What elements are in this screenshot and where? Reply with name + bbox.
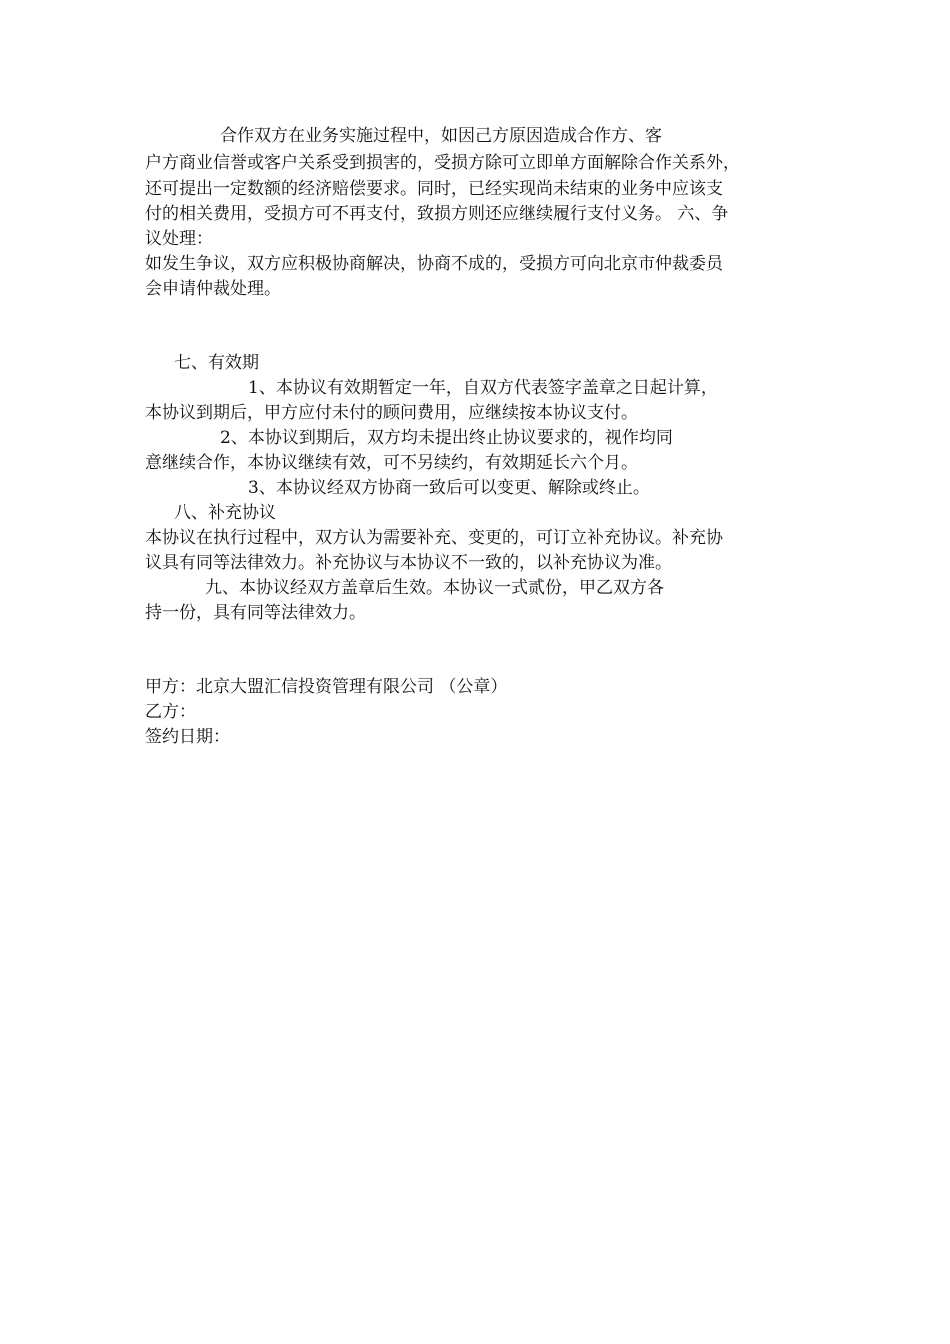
- paragraph-line: 会申请仲裁处理。: [145, 279, 281, 299]
- clause-line: 意继续合作，本协议继续有效，可不另续约，有效期延长六个月。: [145, 453, 638, 473]
- party-a-signature-line: 甲方：北京大盟汇信投资管理有限公司 （公章）: [145, 677, 508, 697]
- clause-line: 本协议到期后，甲方应付未付的顾问费用，应继续按本协议支付。: [145, 403, 638, 423]
- paragraph-line: 合作双方在业务实施过程中，如因己方原因造成合作方、客: [220, 126, 662, 146]
- clause-line: 2、本协议到期后，双方均未提出终止协议要求的，视作均同: [220, 428, 673, 448]
- party-b-signature-line: 乙方：: [145, 702, 196, 722]
- clause-line: 3、本协议经双方协商一致后可以变更、解除或终止。: [248, 478, 650, 498]
- paragraph-line: 九、本协议经双方盖章后生效。本协议一式贰份，甲乙双方各: [205, 578, 664, 598]
- section-heading: 八、补充协议: [174, 503, 276, 523]
- paragraph-line: 本协议在执行过程中，双方认为需要补充、变更的，可订立补充协议。补充协: [145, 528, 723, 548]
- paragraph-line: 议处理：: [145, 229, 213, 249]
- paragraph-line: 付的相关费用，受损方可不再支付，致损方则还应继续履行支付义务。 六、争: [145, 204, 729, 224]
- paragraph-line: 还可提出一定数额的经济赔偿要求。同时，已经实现尚未结束的业务中应该支: [145, 179, 723, 199]
- signing-date-line: 签约日期：: [145, 727, 230, 747]
- paragraph-line: 持一份，具有同等法律效力。: [145, 603, 366, 623]
- paragraph-line: 户方商业信誉或客户关系受到损害的，受损方除可立即单方面解除合作关系外，: [145, 153, 740, 173]
- clause-line: 1、本协议有效期暂定一年，自双方代表签字盖章之日起计算，: [248, 378, 718, 398]
- paragraph-line: 如发生争议，双方应积极协商解决，协商不成的，受损方可向北京市仲裁委员: [145, 254, 723, 274]
- section-heading: 七、有效期: [174, 353, 259, 373]
- paragraph-line: 议具有同等法律效力。补充协议与本协议不一致的，以补充协议为准。: [145, 553, 672, 573]
